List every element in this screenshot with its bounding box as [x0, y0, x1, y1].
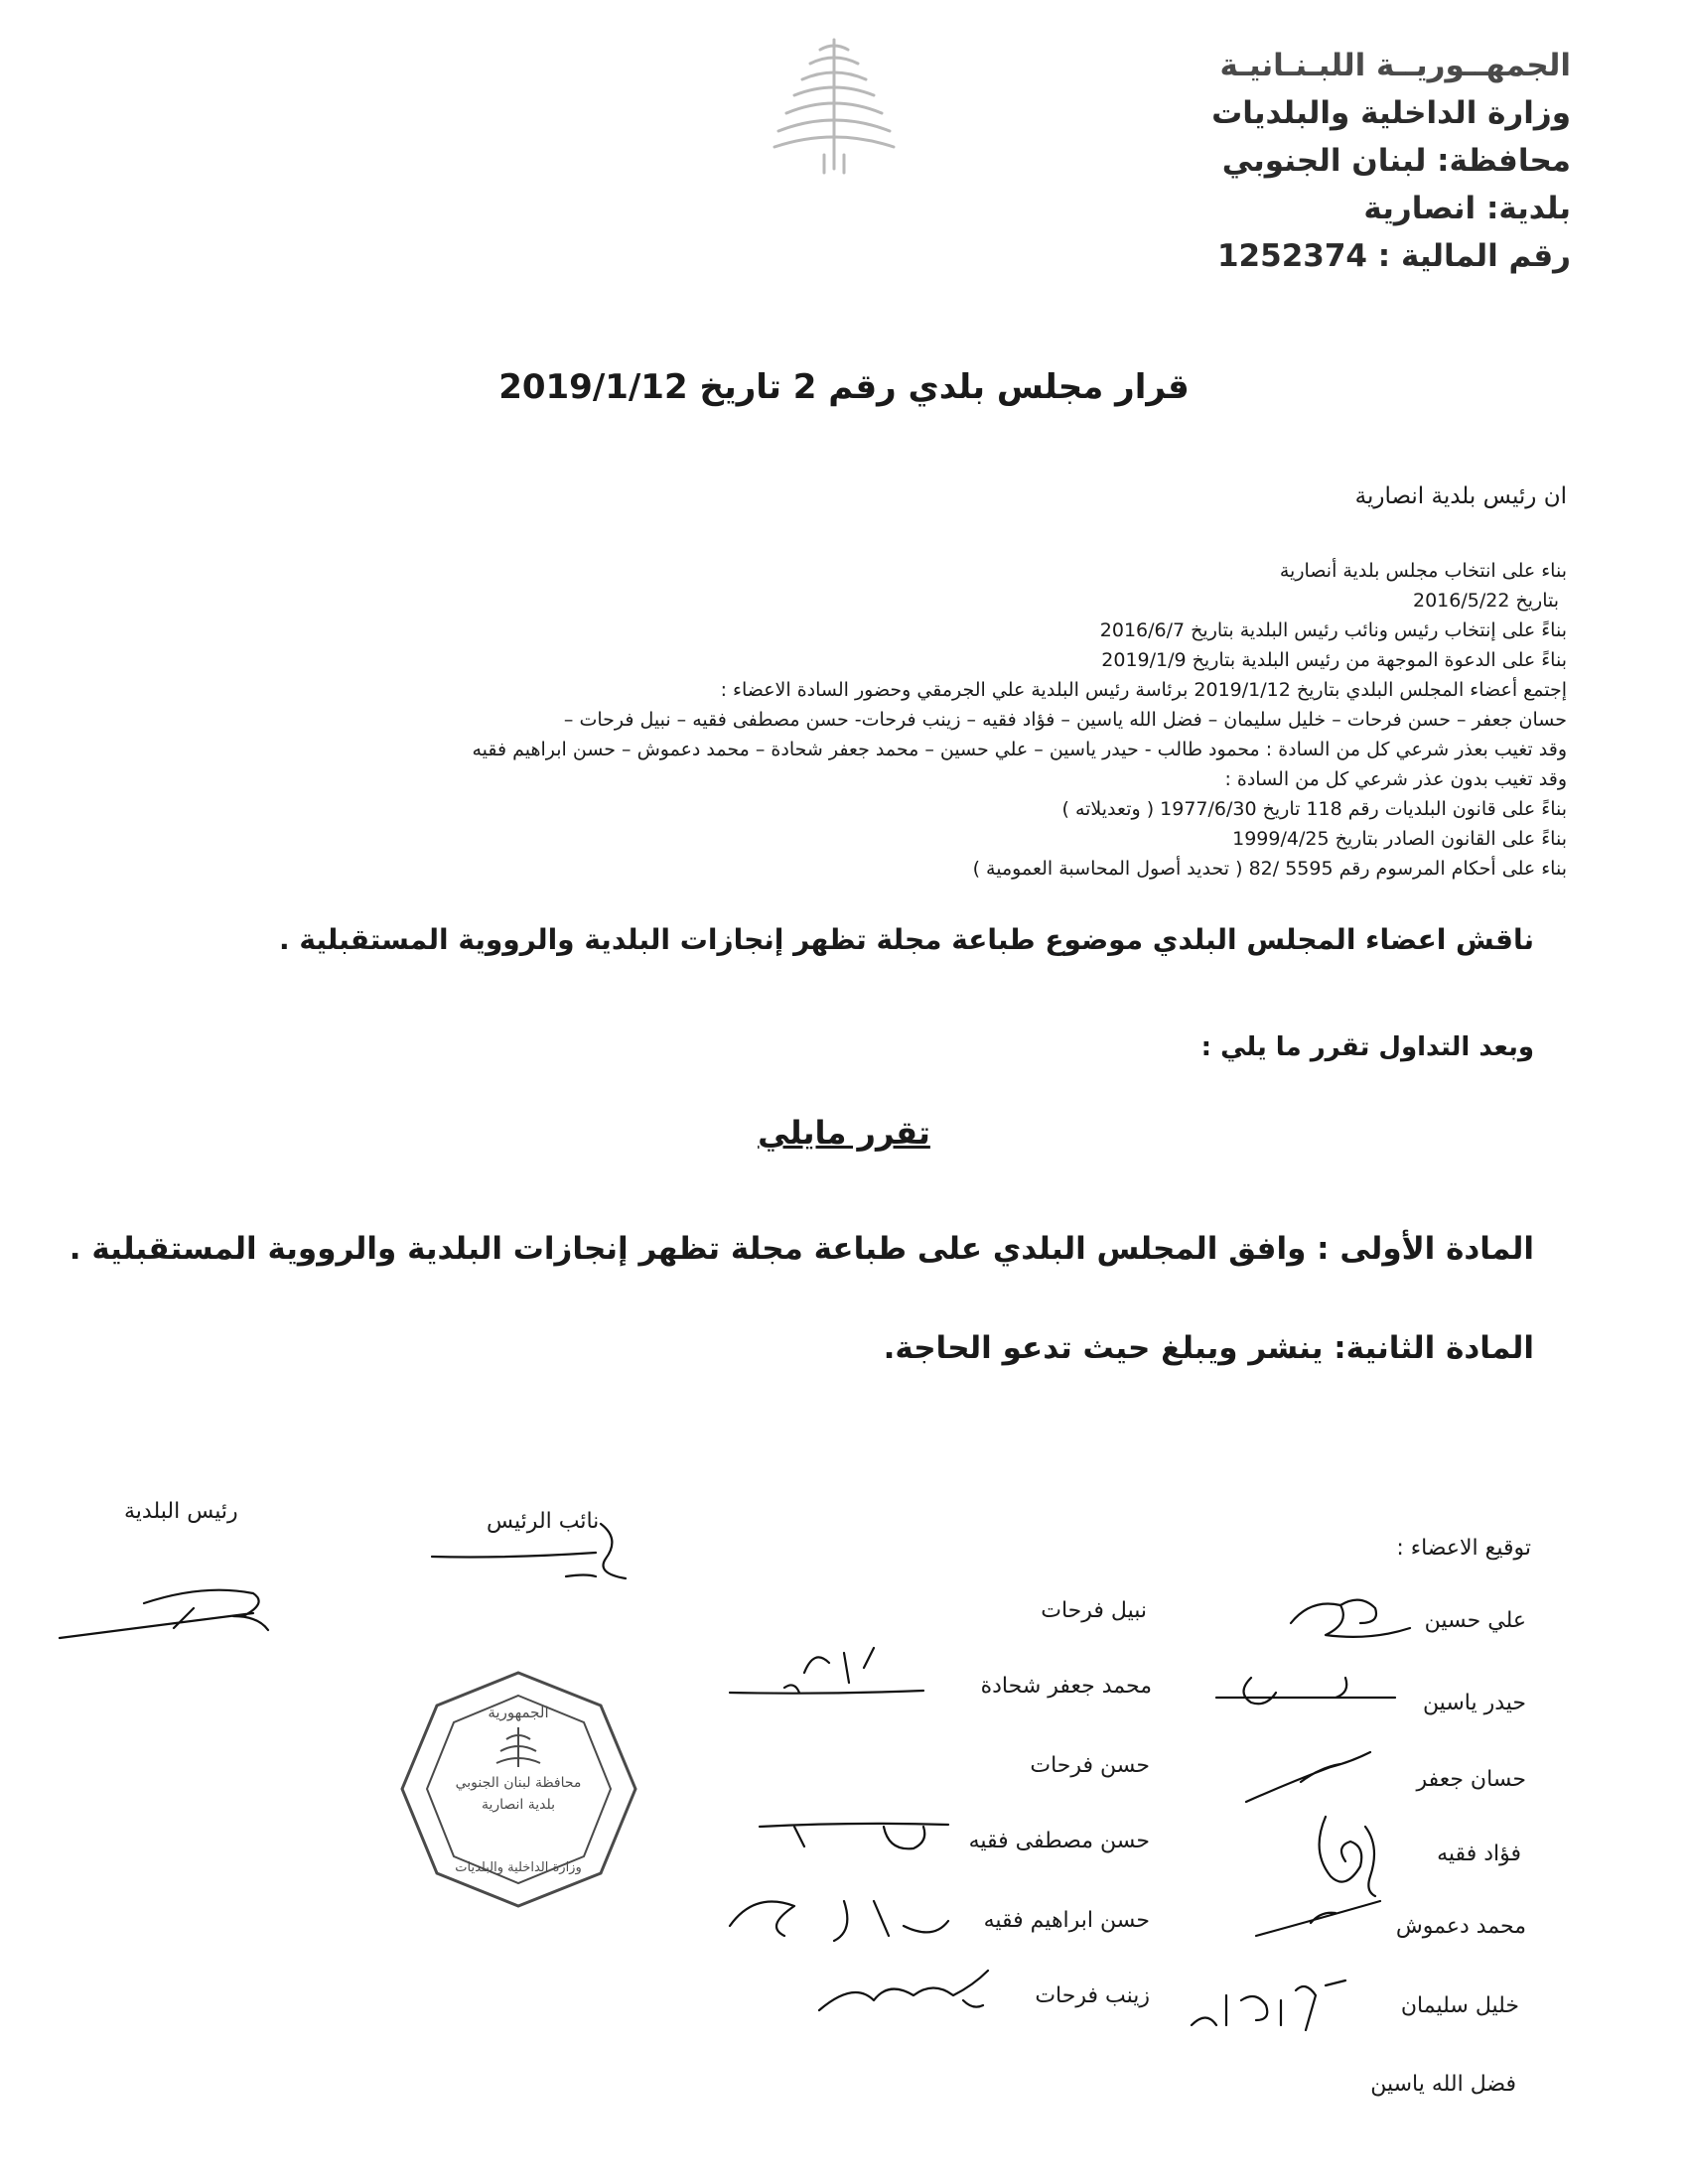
decision-title: قرار مجلس بلدي رقم 2 تاريخ 2019/1/12 [498, 367, 1190, 407]
signature-icon [725, 1881, 953, 1951]
signature-icon [1241, 1742, 1380, 1812]
preamble-line: وقد تغيب بدون عذر شرعي كل من السادة : [1224, 768, 1567, 790]
member-name: حسان جعفر [1416, 1767, 1526, 1792]
discussion-text: ناقش اعضاء المجلس البلدي موضوع طباعة مجلة تظهر إنجازات البلدية والرووية المستقبلية . [278, 923, 1534, 956]
stamp-line: وزارة الداخلية والبلديات [455, 1860, 582, 1875]
preamble-line: بناءً على إنتخاب رئيس ونائب رئيس البلدية بتاريخ 2016/6/7 [1099, 619, 1567, 641]
signature-icon [725, 1643, 933, 1717]
decision-heading: تقرر مايلي [758, 1114, 930, 1152]
preamble-line: بناء على انتخاب مجلس بلدية أنصارية [1279, 560, 1567, 582]
member-name: محمد دعموش [1395, 1914, 1526, 1939]
preamble-line: حسان جعفر – حسن فرحات – خليل سليمان – فضل الله ياسين – فؤاد فقيه – زينب فرحات- حسن مصطفى فقيه – نبيل فرحات – [563, 709, 1567, 731]
stamp-line: بلدية انصارية [481, 1797, 556, 1813]
signature-icon [814, 1961, 1003, 2020]
official-stamp-icon [397, 1668, 640, 1911]
header-ministry: وزارة الداخلية والبلديات [1211, 95, 1571, 131]
letterhead [1154, 42, 1571, 280]
member-name: حسن ابراهيم فقيه [983, 1908, 1150, 1933]
preamble-line: إجتمع أعضاء المجلس البلدي بتاريخ 2019/1/12 برئاسة رئيس البلدية علي الجرمقي وحضور السادة الاعضاء : [720, 679, 1567, 701]
president-signature-icon [55, 1569, 293, 1648]
signature-icon [1306, 1807, 1395, 1901]
member-name: فضل الله ياسين [1370, 2072, 1516, 2097]
member-name: حسن فرحات [1030, 1753, 1150, 1778]
signature-icon [1206, 1668, 1405, 1717]
article-first: المادة الأولى : وافق المجلس البلدي على طباعة مجلة تظهر إنجازات البلدية والرووية المستقبلية . [69, 1231, 1534, 1267]
member-name: علي حسين [1424, 1608, 1526, 1633]
preamble-line: بتاريخ 2016/5/22 [1413, 590, 1559, 612]
cedar-emblem-icon [765, 32, 904, 181]
signature-icon [1281, 1593, 1420, 1653]
signature-icon [1251, 1891, 1390, 1941]
article-second: المادة الثانية: ينشر ويبلغ حيث تدعو الحاجة. [883, 1330, 1534, 1366]
vice-president-signature-icon [427, 1519, 675, 1588]
member-name: زينب فرحات [1035, 1983, 1150, 2008]
intro-line: ان رئيس بلدية انصارية [1354, 483, 1567, 509]
after-deliberation: وبعد التداول تقرر ما يلي : [1200, 1032, 1534, 1062]
preamble-line: بناءً على القانون الصادر بتاريخ 1999/4/25 [1232, 828, 1567, 850]
header-municipality: بلدية: انصارية [1363, 191, 1571, 226]
members-heading: توقيع الاعضاء : [1396, 1536, 1531, 1561]
member-name: خليل سليمان [1400, 1993, 1519, 2018]
stamp-line: محافظة لبنان الجنوبي [455, 1775, 582, 1791]
signature-icon [1187, 1971, 1355, 2040]
member-name: نبيل فرحات [1041, 1598, 1147, 1623]
signature-icon [755, 1807, 953, 1866]
vice-president-label: نائب الرئيس [487, 1509, 600, 1534]
preamble-line: وقد تغيب بعذر شرعي كل من السادة : محمود طالب - حيدر ياسين – علي حسين – محمد جعفر شحادة – محمد دعموش – حسن ابراهيم فقيه [472, 739, 1567, 760]
header-finance-number: رقم المالية : 1252374 [1216, 238, 1571, 274]
header-governorate: محافظة: لبنان الجنوبي [1221, 143, 1571, 179]
preamble-line: بناء على أحكام المرسوم رقم 5595 /82 ( تحديد أصول المحاسبة العمومية ) [972, 858, 1567, 880]
member-name: محمد جعفر شحادة [980, 1674, 1152, 1699]
stamp-line: الجمهورية [488, 1704, 549, 1721]
header-republic: الجمهــوريــة اللبـنـانيـة [1219, 48, 1571, 83]
president-label: رئيس البلدية [124, 1499, 238, 1524]
member-name: فؤاد فقيه [1437, 1842, 1521, 1866]
preamble [157, 556, 1567, 884]
preamble-line: بناءً على قانون البلديات رقم 118 تاريخ 1977/6/30 ( وتعديلاته ) [1061, 798, 1567, 820]
member-name: حيدر ياسين [1422, 1691, 1526, 1715]
member-name: حسن مصطفى فقيه [968, 1829, 1150, 1853]
preamble-line: بناءً على الدعوة الموجهة من رئيس البلدية بتاريخ 2019/1/9 [1101, 649, 1567, 671]
